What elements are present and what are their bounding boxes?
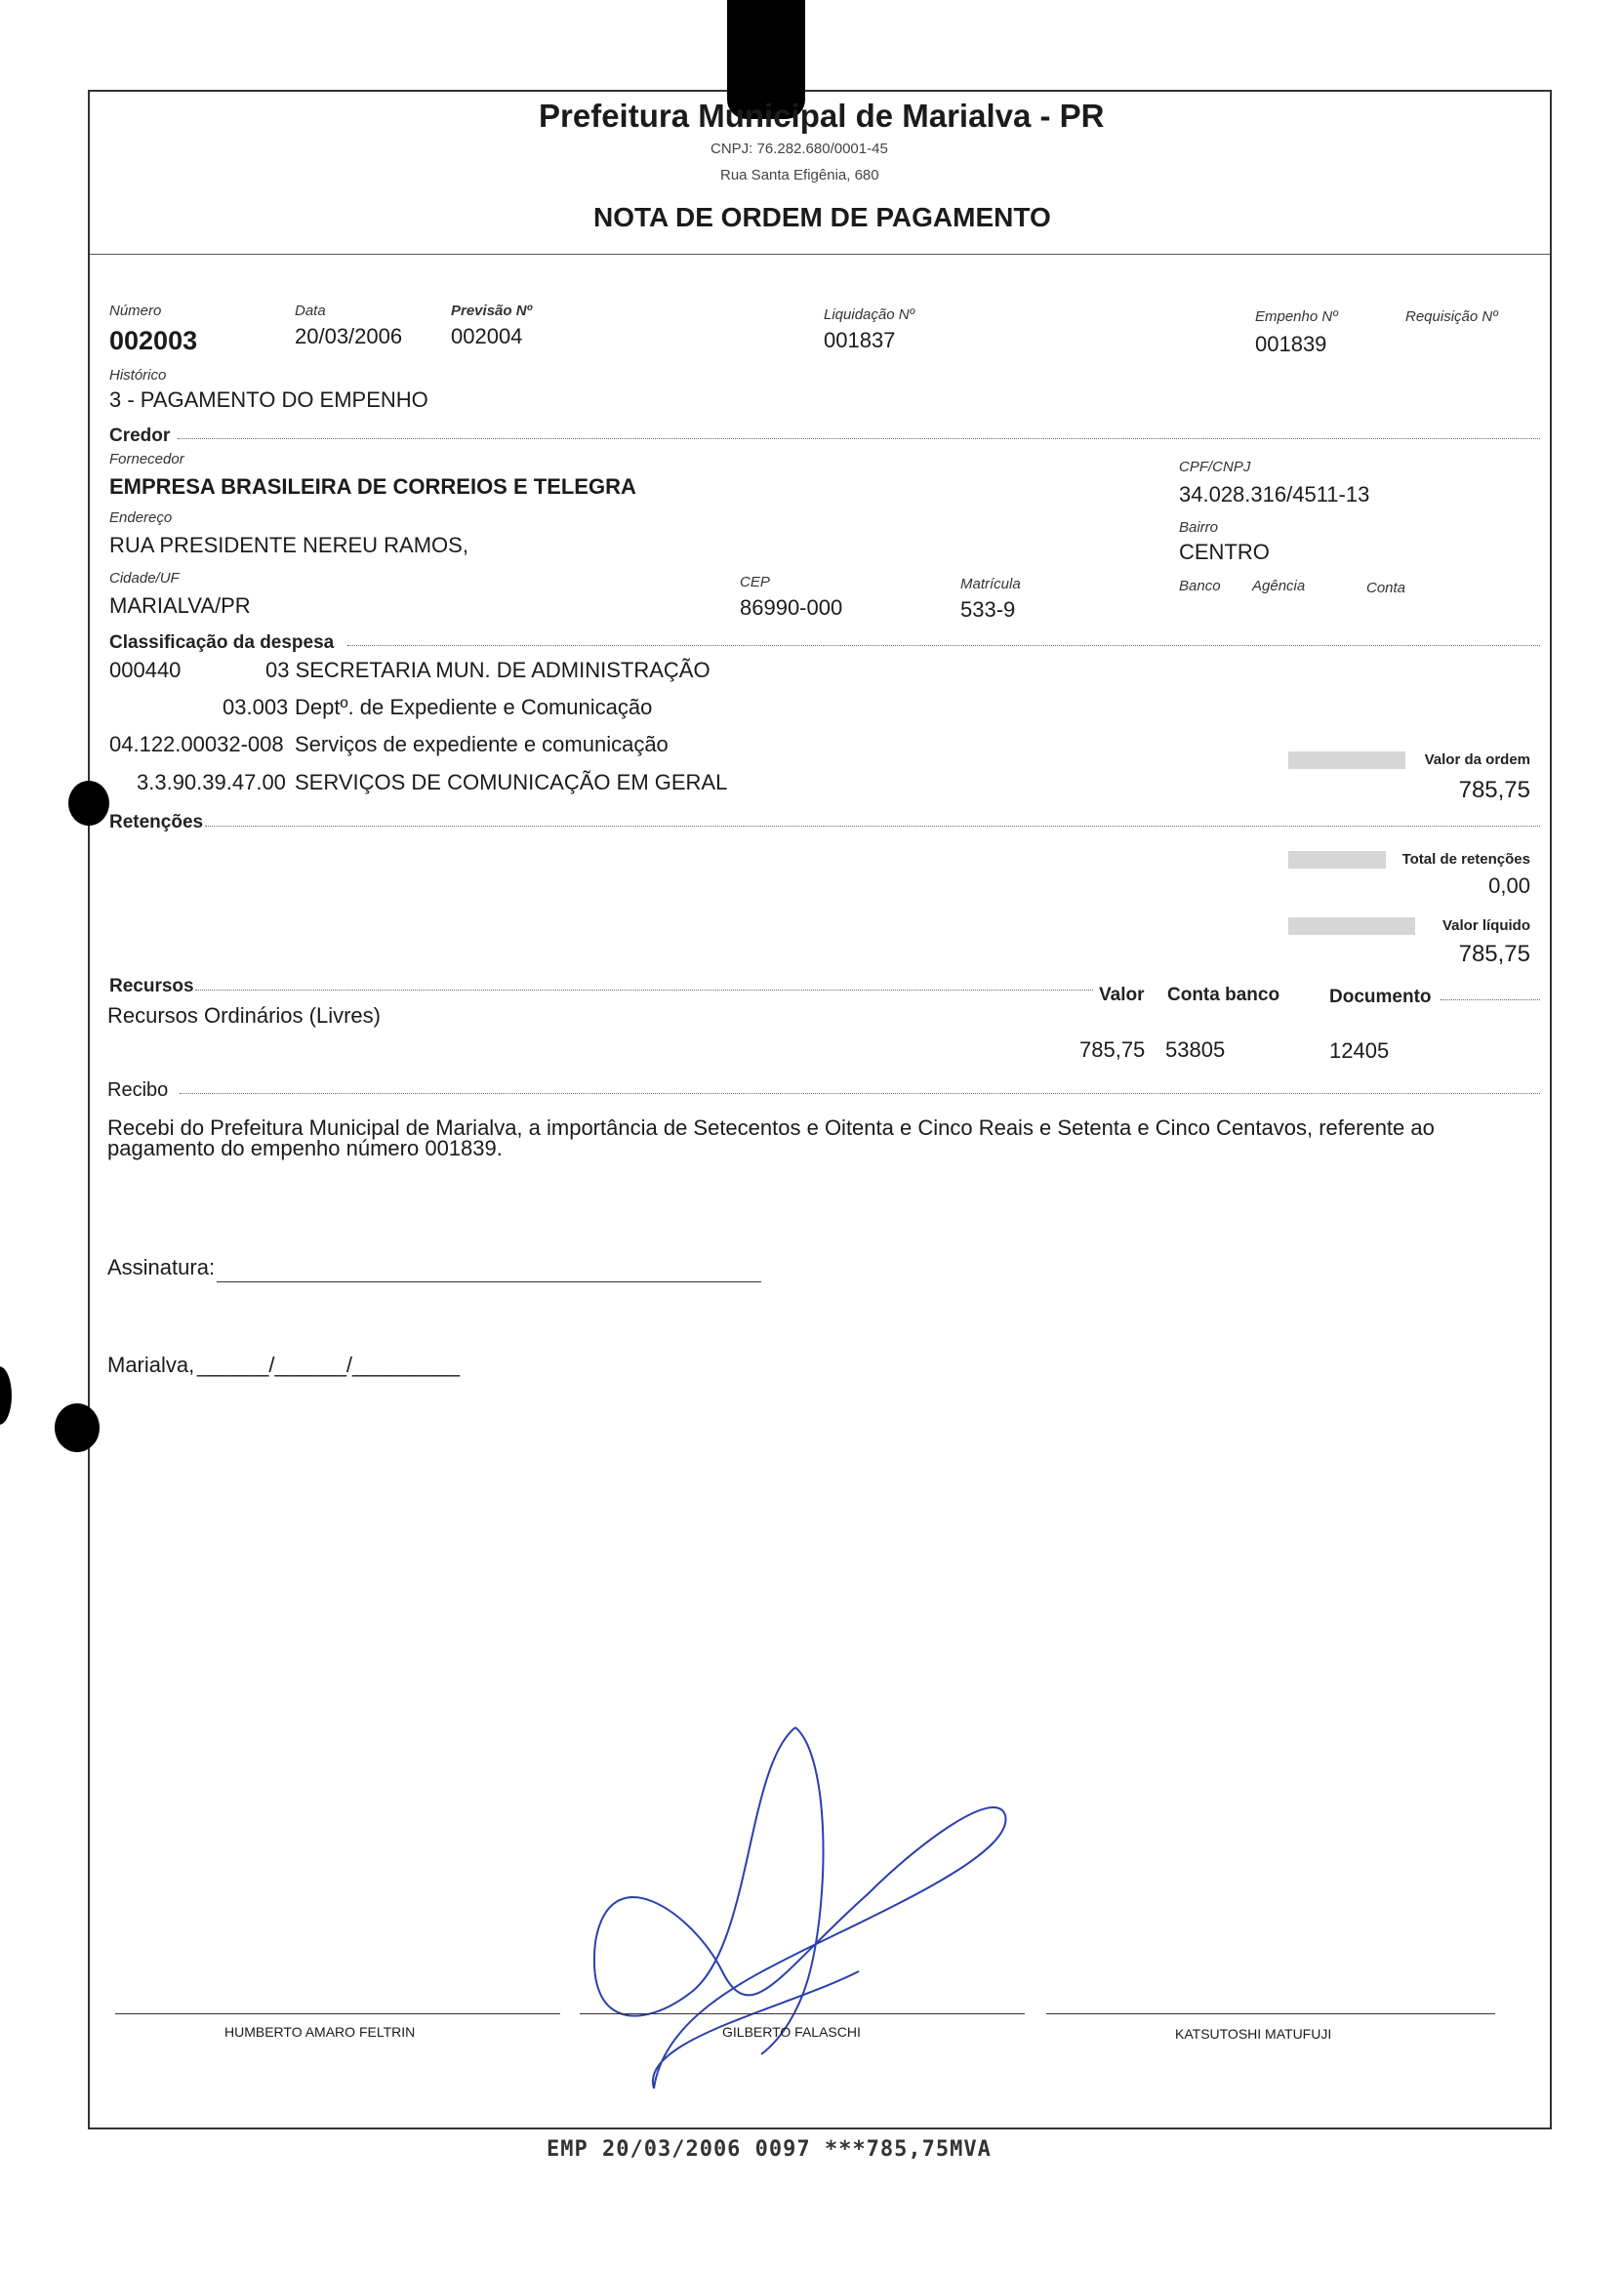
classificacao-code-3: 04.122.00032-008 [109,732,284,756]
punch-hole-mark [55,1403,100,1452]
signature-scribble [586,1718,1035,2098]
valor-ordem-label: Valor da ordem [1424,751,1530,768]
recursos-conta: 53805 [1165,1037,1226,1062]
cpf-label: CPF/CNPJ [1179,459,1251,475]
cep-label: CEP [740,574,770,590]
endereco-label: Endereço [109,509,173,526]
recursos-conta-header: Conta banco [1167,985,1280,1005]
cnpj-line: CNPJ: 76.282.680/0001-45 [710,141,888,157]
classificacao-code-2: 03.003 [223,695,289,719]
historico-label: Histórico [109,367,167,384]
punch-hole-mark [0,1366,12,1425]
requisicao-label: Requisição Nº [1405,308,1498,325]
data-label: Data [295,303,326,319]
matricula-value: 533-9 [960,597,1016,622]
valor-ordem-shade [1288,751,1405,769]
signature-line-2 [580,2013,1025,2014]
numero-value: 002003 [109,326,198,355]
payment-stamp: EMP 20/03/2006 0097 ***785,75MVA [547,2137,992,2162]
valor-liquido-value: 785,75 [1458,941,1530,967]
retencoes-section: Retenções [109,812,204,832]
total-retencoes-label: Total de retenções [1401,851,1530,868]
header-divider [90,254,1550,255]
signature-line-1 [115,2013,560,2014]
previsao-label: Previsão Nº [451,303,533,319]
recursos-rule [195,990,1093,991]
recibo-rule [180,1093,1540,1094]
total-retencoes-shade [1288,851,1386,869]
punch-hole-mark [68,781,109,826]
recibo-section: Recibo [107,1079,169,1101]
classificacao-text-3: Serviços de expediente e comunicação [295,732,669,756]
matricula-label: Matrícula [960,576,1021,592]
address-line: Rua Santa Efigênia, 680 [720,167,879,183]
classificacao-text-4: SERVIÇOS DE COMUNICAÇÃO EM GERAL [295,770,728,794]
assinatura-label: Assinatura: [107,1255,216,1279]
historico-value: 3 - PAGAMENTO DO EMPENHO [109,387,428,412]
recursos-rule-right [1441,999,1540,1000]
conta-label: Conta [1366,580,1406,596]
data-value: 20/03/2006 [295,324,403,348]
bairro-value: CENTRO [1179,540,1270,564]
fornecedor-label: Fornecedor [109,451,184,467]
cidade-label: Cidade/UF [109,570,180,587]
recursos-documento-header: Documento [1329,987,1432,1007]
local-label: Marialva, [107,1353,195,1377]
recursos-item: Recursos Ordinários (Livres) [107,1003,381,1028]
valor-ordem-value: 785,75 [1458,777,1530,803]
numero-label: Número [109,303,162,319]
agencia-label: Agência [1252,578,1306,594]
valor-liquido-shade [1288,917,1415,935]
recursos-documento: 12405 [1329,1038,1390,1063]
signature-name-1: HUMBERTO AMARO FELTRIN [224,2024,416,2040]
recursos-valor-header: Valor [1099,985,1145,1005]
valor-liquido-label: Valor líquido [1441,917,1530,934]
endereco-value: RUA PRESIDENTE NEREU RAMOS, [109,533,468,557]
document-title: NOTA DE ORDEM DE PAGAMENTO [593,202,1051,232]
signature-line-3 [1046,2013,1495,2014]
liquidacao-label: Liquidação Nº [824,306,915,323]
recibo-line-2: pagamento do empenho número 001839. [107,1136,503,1160]
credor-section: Credor [109,425,171,446]
recursos-section: Recursos [109,976,194,996]
assinatura-line [217,1281,761,1282]
total-retencoes-value: 0,00 [1488,873,1530,898]
previsao-value: 002004 [451,324,523,348]
signature-name-3: KATSUTOSHI MATUFUJI [1175,2026,1332,2042]
date-blanks: ______/______/_________ [197,1353,461,1377]
cpf-value: 34.028.316/4511-13 [1179,482,1370,506]
fornecedor-value: EMPRESA BRASILEIRA DE CORREIOS E TELEGRA [109,474,636,499]
recursos-valor: 785,75 [1079,1037,1146,1062]
classificacao-text-2: Deptº. de Expediente e Comunicação [295,695,653,719]
recibo-line-1: Recebi do Prefeitura Municipal de Marialva, a importância de Setecentos e Oitenta e Cinco Reais e Setenta e Cinco Centavos, referente ao [107,1115,1435,1140]
liquidacao-value: 001837 [824,328,896,352]
credor-rule [178,438,1540,439]
cidade-value: MARIALVA/PR [109,593,251,618]
classificacao-text-1: 03 SECRETARIA MUN. DE ADMINISTRAÇÃO [265,658,710,682]
classificacao-rule [347,645,1540,646]
classificacao-code-1: 000440 [109,658,182,682]
signature-name-2: GILBERTO FALASCHI [722,2024,861,2040]
page-title: Prefeitura Municipal de Marialva - PR [539,98,1105,134]
empenho-label: Empenho Nº [1255,308,1338,325]
classificacao-section: Classificação da despesa [109,632,335,653]
bairro-label: Bairro [1179,519,1219,536]
banco-label: Banco [1179,578,1221,594]
cep-value: 86990-000 [740,595,843,620]
empenho-value: 001839 [1255,332,1327,356]
retencoes-rule [205,826,1540,827]
classificacao-code-4: 3.3.90.39.47.00 [137,770,286,794]
